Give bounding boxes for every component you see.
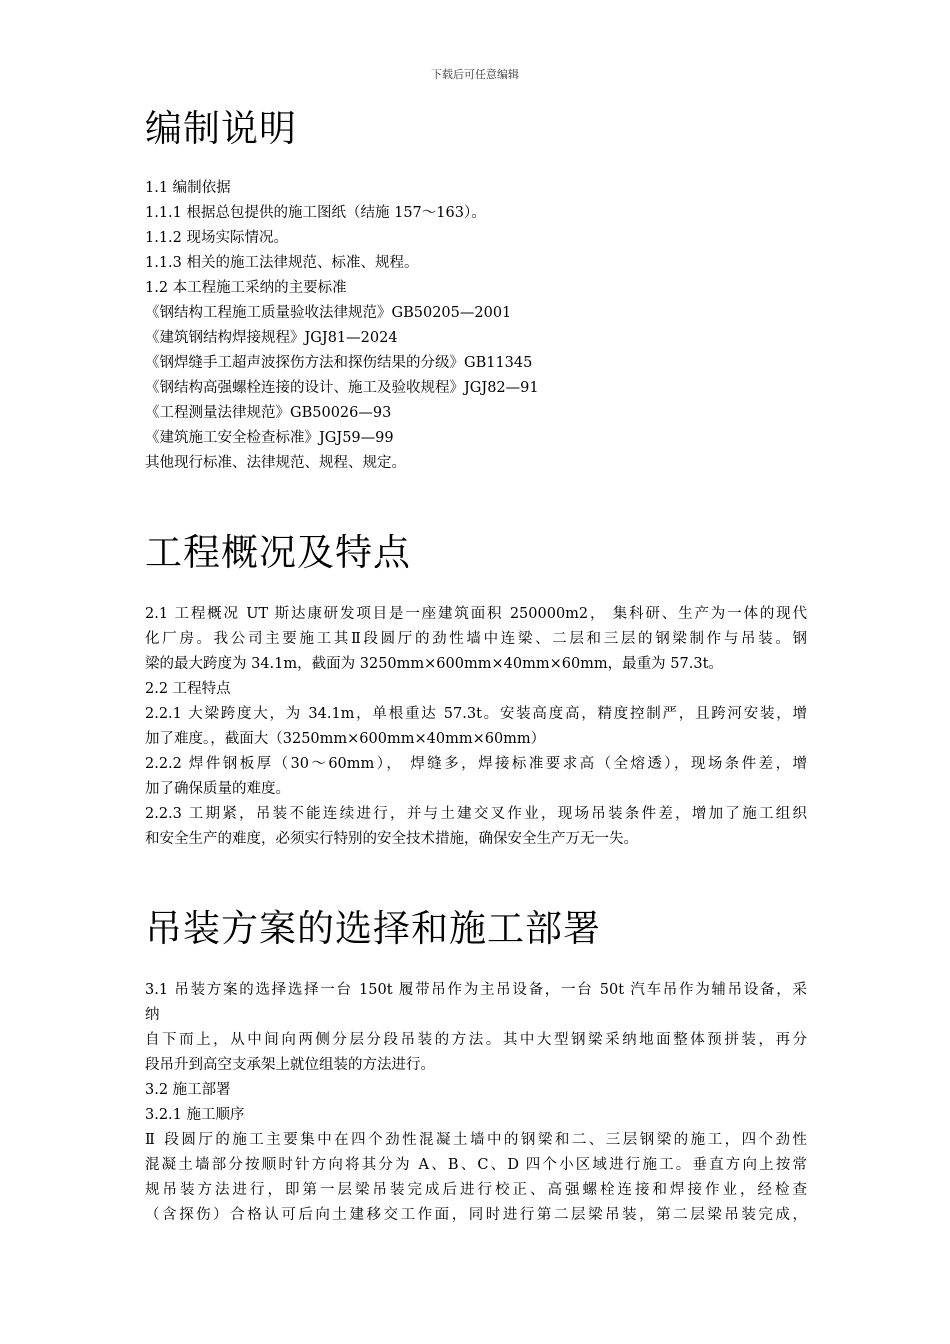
text-line: 3.2.1 施工顺序 xyxy=(145,1107,245,1123)
document-body xyxy=(145,104,807,1228)
section-3-body xyxy=(145,978,807,1228)
text-line: 1.1.1 根据总包提供的施工图纸（结施 157～163）。 xyxy=(145,205,486,221)
text-line: 《工程测量法律规范》GB50026—93 xyxy=(145,405,392,421)
para-line: 规吊装方法进行，即第一层梁吊装完成后进行校正、高强螺栓连接和焊接作业，经检查 xyxy=(145,1182,807,1198)
para-line: 2.1 工程概况 UT 斯达康研发项目是一座建筑面积 250000m2， 集科研、生产为一体的现代 xyxy=(145,606,807,622)
para-line: 3.1 吊装方案的选择选择一台 150t 履带吊作为主吊设备，一台 50t 汽车吊作为辅吊设备，采 xyxy=(145,982,807,998)
text-line: 《钢结构高强螺栓连接的设计、施工及验收规程》JGJ82—91 xyxy=(145,380,539,396)
text-line: 1.1.3 相关的施工法律规范、标准、规程。 xyxy=(145,255,419,271)
paragraph-2-2-1 xyxy=(145,702,807,752)
para-line: 纳 xyxy=(145,1007,160,1023)
para-line: 混凝土墙部分按顺时针方向将其分为 A、B、C、D 四个小区域进行施工。垂直方向上按常 xyxy=(145,1157,807,1173)
paragraph-3-1-cont xyxy=(145,1028,807,1078)
paragraph-2-1 xyxy=(145,602,807,677)
para-line: 自下而上，从中间向两侧分层分段吊装的方法。其中大型钢梁采纳地面整体预拼装，再分 xyxy=(145,1032,807,1048)
section-2-body xyxy=(145,602,807,852)
text-line: 1.1.2 现场实际情况。 xyxy=(145,230,289,246)
para-line: （含探伤）合格认可后向土建移交工作面，同时进行第二层梁吊装，第二层梁吊装完成， xyxy=(145,1207,807,1223)
section-title-3: 吊装方案的选择和施工部署 xyxy=(145,907,601,950)
text-line: 2.2 工程特点 xyxy=(145,681,231,697)
text-line: 1.1 编制依据 xyxy=(145,180,231,196)
paragraph-2-2-3 xyxy=(145,802,807,852)
para-line: 2.2.2 焊件钢板厚（30～60mm）， 焊缝多，焊接标准要求高（全熔透），现场条件差，增 xyxy=(145,756,807,772)
para-line: Ⅱ 段圆厅的施工主要集中在四个劲性混凝土墙中的钢梁和二、三层钢梁的施工，四个劲性 xyxy=(145,1132,807,1148)
text-line: 3.2 施工部署 xyxy=(145,1082,231,1098)
text-line: 1.2 本工程施工采纳的主要标准 xyxy=(145,280,347,296)
para-line: 梁的最大跨度为 34.1m，截面为 3250mm×600mm×40mm×60mm，最重为 57.3t。 xyxy=(145,656,723,672)
text-line: 《建筑钢结构焊接规程》JGJ81—2024 xyxy=(145,330,398,346)
section-title-2: 工程概况及特点 xyxy=(145,531,411,574)
para-line: 和安全生产的难度，必须实行特别的安全技术措施，确保安全生产万无一失。 xyxy=(145,831,638,847)
text-line: 《钢结构工程施工质量验收法律规范》GB50205—2001 xyxy=(145,305,512,321)
para-line: 化厂房。我公司主要施工其Ⅱ段圆厅的劲性墙中连梁、二层和三层的钢梁制作与吊装。钢 xyxy=(145,631,807,647)
para-line: 加了难度。，截面大（3250mm×600mm×40mm×60mm） xyxy=(145,731,546,747)
para-line: 加了确保质量的难度。 xyxy=(145,781,290,797)
paragraph-3-1 xyxy=(145,978,807,1028)
paragraph-3-2-1 xyxy=(145,1128,807,1228)
section-1-body xyxy=(145,176,807,476)
para-line: 段吊升到高空支承架上就位组装的方法进行。 xyxy=(145,1057,435,1073)
para-line: 2.2.1 大梁跨度大，为 34.1m，单根重达 57.3t。安装高度高，精度控制严，且跨河安装，增 xyxy=(145,706,807,722)
text-line: 《钢焊缝手工超声波探伤方法和探伤结果的分级》GB11345 xyxy=(145,355,533,371)
section-title-1: 编制说明 xyxy=(145,107,297,150)
text-line: 《建筑施工安全检查标准》JGJ59—99 xyxy=(145,430,394,446)
para-line: 2.2.3 工期紧，吊装不能连续进行，并与土建交叉作业，现场吊装条件差，增加了施工组织 xyxy=(145,806,807,822)
page-header: 下载后可任意编辑 xyxy=(431,68,519,81)
text-line: 其他现行标准、法律规范、规程、规定。 xyxy=(145,455,406,471)
paragraph-2-2-2 xyxy=(145,752,807,802)
